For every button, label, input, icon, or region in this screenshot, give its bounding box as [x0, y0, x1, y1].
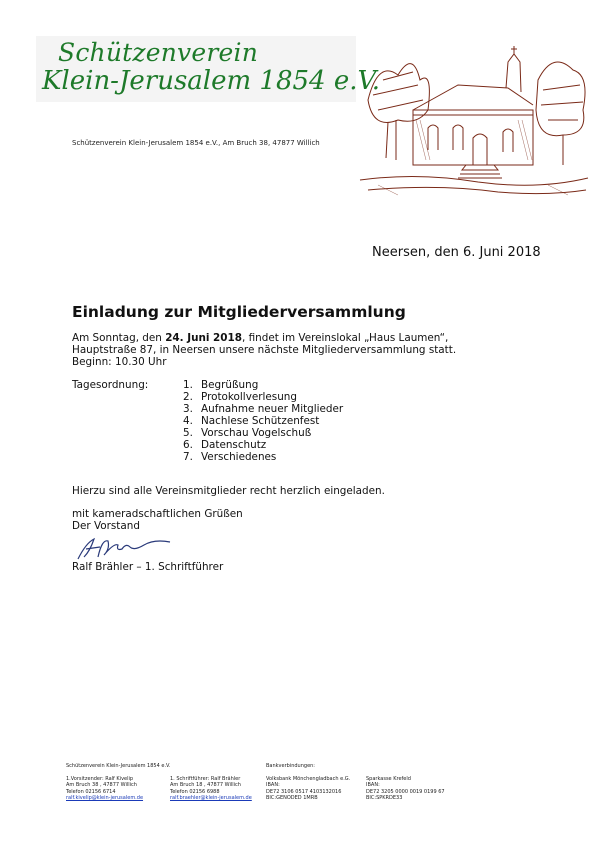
agenda-item	[183, 427, 343, 439]
agenda-label: Tagesordnung:	[72, 379, 149, 391]
footer-secretary-street: Am Bruch 18 , 47877 Willich	[170, 782, 241, 789]
logo-line-1: Schützenverein	[58, 38, 259, 67]
footer-secretary-phone: Telefon 02156 6988	[170, 788, 220, 795]
invitation-sentence: Hierzu sind alle Vereinsmitglieder recht herzlich eingeladen.	[72, 485, 385, 497]
footer-secretary	[170, 776, 252, 801]
handwritten-signature	[74, 533, 184, 563]
agenda-item-number: 2.	[183, 391, 193, 403]
footer-chairman-role: 1.Vorsitzender: Ralf Kivelip	[66, 776, 134, 782]
signer-name: Ralf Brähler – 1. Schriftführer	[72, 561, 224, 573]
agenda-item-number: 6.	[183, 439, 193, 451]
club-logo	[36, 36, 380, 102]
agenda-item	[183, 415, 343, 427]
agenda-item-text: Vorschau Vogelschuß	[201, 427, 312, 439]
agenda-item-text: Datenschutz	[201, 439, 267, 451]
intro-line-2: Hauptstraße 87, in Neersen unsere nächste Mitgliederversammlung statt.	[72, 344, 457, 356]
agenda-item-text: Aufnahme neuer Mitglieder	[201, 403, 344, 415]
meeting-date: 24. Juni 2018	[165, 332, 242, 344]
agenda-item-text: Protokollverlesung	[201, 391, 297, 403]
logo-line-2: Klein-Jerusalem 1854 e.V.	[42, 66, 380, 96]
closing-greeting: mit kameradschaftlichen Grüßen	[72, 508, 243, 520]
letter-title: Einladung zur Mitgliederversammlung	[72, 303, 406, 321]
footer-iban: DE72 3106 0517 4103132016	[266, 788, 342, 795]
footer-iban-label: IBAN:	[366, 782, 380, 789]
agenda-item-text: Verschiedenes	[201, 451, 277, 463]
footer-secretary-role: 1. Schriftführer: Ralf Brähler	[170, 776, 241, 782]
agenda-item	[183, 451, 343, 463]
closing-board: Der Vorstand	[72, 520, 140, 532]
agenda-item	[183, 403, 343, 415]
intro-suffix: , findet im Vereinslokal „Haus Laumen“,	[241, 332, 449, 344]
footer-iban: DE72 3205 0000 0019 0199 67	[366, 788, 445, 795]
footer-bank-title: Bankverbindungen:	[266, 763, 315, 769]
footer-bank-name: Sparkasse Krefeld	[366, 776, 411, 782]
closing-block	[72, 508, 243, 532]
agenda-item-text: Nachlese Schützenfest	[201, 415, 320, 427]
sender-address-line: Schützenverein Klein-Jerusalem 1854 e.V., Am Bruch 38, 47877 Willich	[72, 139, 320, 147]
agenda-item-number: 5.	[183, 427, 193, 439]
footer-org-name: Schützenverein Klein-Jerusalem 1854 e.V.	[66, 763, 171, 769]
agenda-item-number: 7.	[183, 451, 193, 463]
agenda-item-text: Begrüßung	[201, 379, 259, 391]
agenda-item	[183, 379, 343, 391]
intro-line-3: Beginn: 10.30 Uhr	[72, 356, 167, 368]
footer-bank-volksbank	[266, 776, 350, 801]
agenda-item	[183, 391, 343, 403]
agenda-item-number: 3.	[183, 403, 193, 415]
agenda-list	[183, 379, 343, 463]
footer-chairman-email-link[interactable]: ralf.kivelip@klein-jerusalem.de	[66, 794, 144, 801]
intro-prefix: Am Sonntag, den	[72, 332, 166, 344]
footer-bic: BIC:SPKRDE33	[366, 794, 403, 801]
date-line: Neersen, den 6. Juni 2018	[372, 245, 541, 260]
footer-chairman	[66, 776, 143, 801]
footer-bic: BIC:GENODED 1MRB	[266, 794, 318, 801]
intro-paragraph	[72, 332, 456, 368]
agenda-item-number: 1.	[183, 379, 193, 391]
agenda-item	[183, 439, 343, 451]
footer-secretary-email-link[interactable]: ralf.braehler@klein-jerusalem.de	[170, 794, 252, 801]
footer-chairman-phone: Telefon 02156 6714	[66, 788, 116, 795]
footer-bank-name: Volksbank Mönchengladbach e.G.	[266, 776, 351, 782]
footer-bank-sparkasse	[366, 776, 445, 801]
footer-iban-label: IBAN:	[266, 782, 280, 789]
agenda-item-number: 4.	[183, 415, 193, 427]
chapel-illustration	[358, 40, 590, 200]
footer-chairman-street: Am Bruch 38 , 47877 Willich	[66, 782, 137, 789]
